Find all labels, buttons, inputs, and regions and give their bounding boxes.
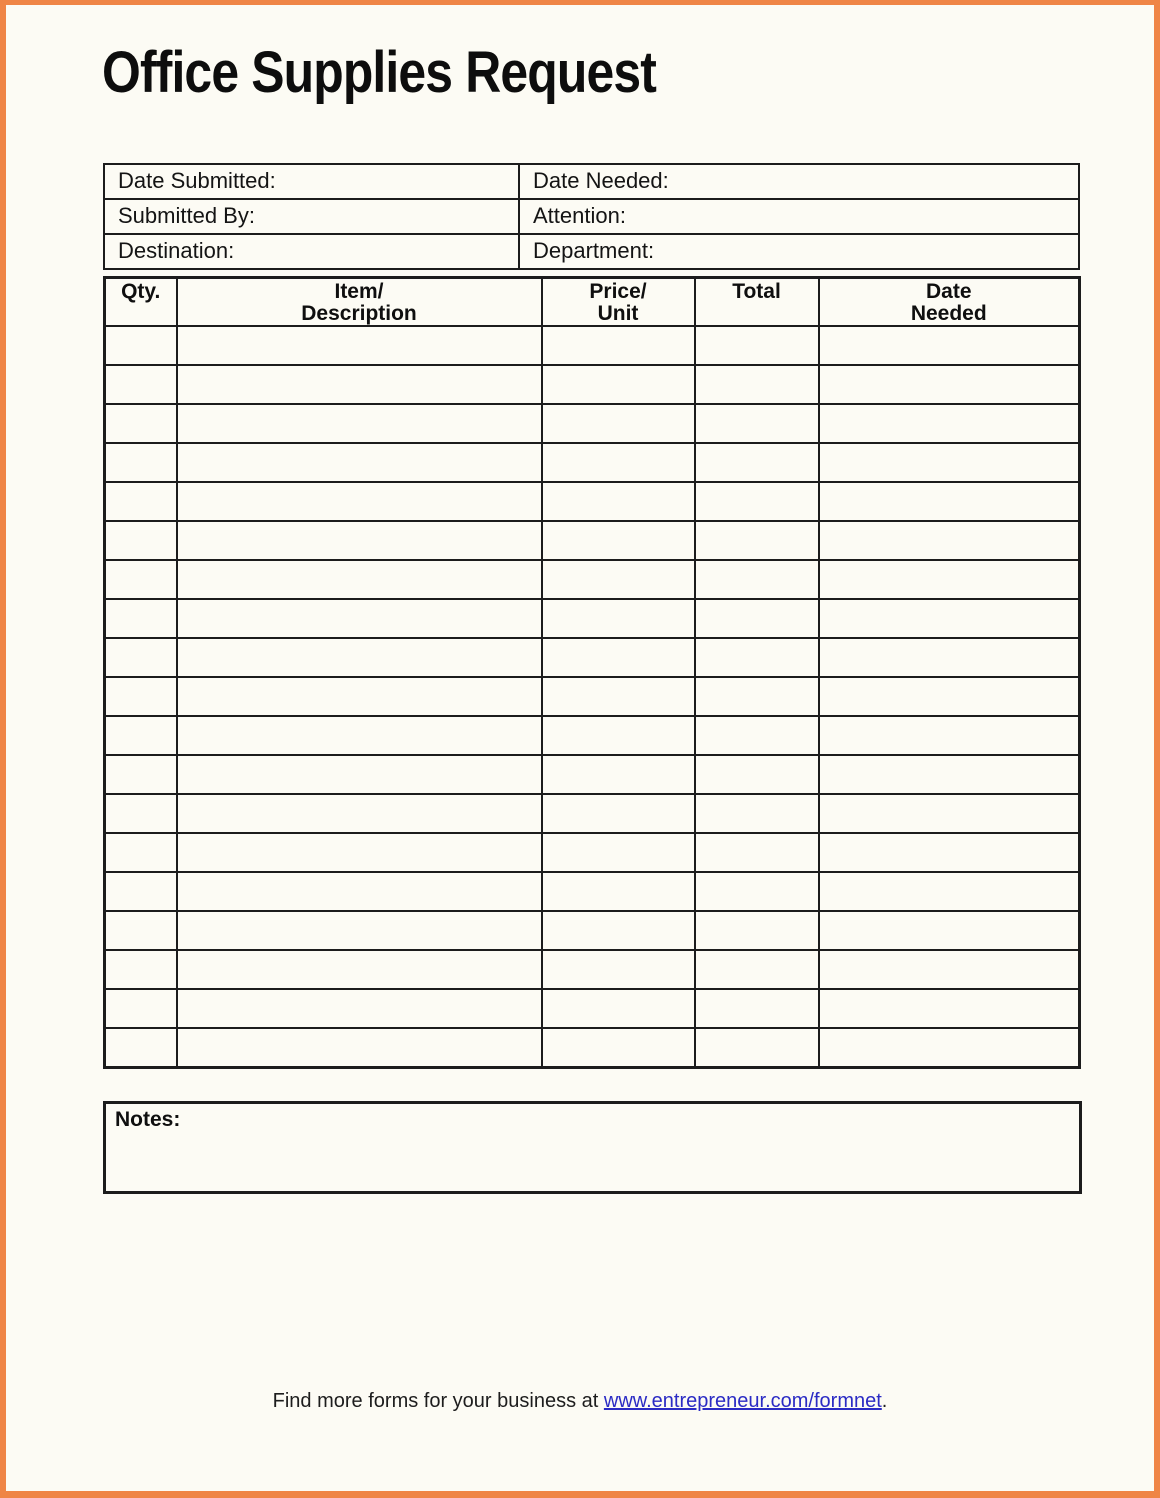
item-total-cell bbox=[695, 872, 819, 911]
item-qty-cell bbox=[105, 677, 177, 716]
request-info-table bbox=[103, 163, 1080, 270]
item-description-cell bbox=[177, 443, 542, 482]
field-date-submitted: Date Submitted: bbox=[104, 164, 519, 199]
item-total-cell bbox=[695, 443, 819, 482]
items-header-row bbox=[105, 278, 1080, 327]
notes-box bbox=[103, 1101, 1082, 1194]
item-date-needed-cell bbox=[819, 638, 1080, 677]
item-row bbox=[105, 1028, 1080, 1067]
info-row bbox=[104, 199, 1079, 234]
item-date-needed-cell bbox=[819, 404, 1080, 443]
item-total-cell bbox=[695, 833, 819, 872]
footer-prefix: Find more forms for your business at bbox=[272, 1390, 604, 1412]
col-header-item-description: Item/ Description bbox=[177, 278, 542, 327]
item-price-cell bbox=[542, 404, 695, 443]
item-date-needed-cell bbox=[819, 599, 1080, 638]
col-header-price-unit: Price/ Unit bbox=[542, 278, 695, 327]
item-date-needed-cell bbox=[819, 755, 1080, 794]
item-total-cell bbox=[695, 638, 819, 677]
item-row bbox=[105, 833, 1080, 872]
item-qty-cell bbox=[105, 326, 177, 365]
formnet-link[interactable]: www.entrepreneur.com/formnet bbox=[603, 1390, 882, 1412]
item-row bbox=[105, 326, 1080, 365]
item-description-cell bbox=[177, 872, 542, 911]
item-qty-cell bbox=[105, 1028, 177, 1067]
item-date-needed-cell bbox=[819, 872, 1080, 911]
page-title: Office Supplies Request bbox=[102, 40, 656, 105]
item-date-needed-cell bbox=[819, 560, 1080, 599]
item-date-needed-cell bbox=[819, 443, 1080, 482]
item-date-needed-cell bbox=[819, 716, 1080, 755]
item-row bbox=[105, 677, 1080, 716]
item-row bbox=[105, 521, 1080, 560]
item-price-cell bbox=[542, 833, 695, 872]
item-total-cell bbox=[695, 1028, 819, 1067]
item-description-cell bbox=[177, 638, 542, 677]
item-price-cell bbox=[542, 989, 695, 1028]
item-qty-cell bbox=[105, 599, 177, 638]
item-price-cell bbox=[542, 599, 695, 638]
footer-text bbox=[6, 1390, 1154, 1413]
item-price-cell bbox=[542, 677, 695, 716]
item-row bbox=[105, 638, 1080, 677]
item-total-cell bbox=[695, 560, 819, 599]
item-qty-cell bbox=[105, 404, 177, 443]
item-row bbox=[105, 794, 1080, 833]
item-qty-cell bbox=[105, 872, 177, 911]
info-row bbox=[104, 234, 1079, 269]
item-date-needed-cell bbox=[819, 911, 1080, 950]
item-date-needed-cell bbox=[819, 833, 1080, 872]
item-total-cell bbox=[695, 989, 819, 1028]
item-price-cell bbox=[542, 794, 695, 833]
field-submitted-by: Submitted By: bbox=[104, 199, 519, 234]
item-price-cell bbox=[542, 872, 695, 911]
item-description-cell bbox=[177, 794, 542, 833]
item-price-cell bbox=[542, 1028, 695, 1067]
info-row bbox=[104, 164, 1079, 199]
item-description-cell bbox=[177, 833, 542, 872]
footer-suffix: . bbox=[881, 1390, 888, 1412]
item-row bbox=[105, 482, 1080, 521]
item-date-needed-cell bbox=[819, 677, 1080, 716]
item-total-cell bbox=[695, 482, 819, 521]
item-row bbox=[105, 911, 1080, 950]
item-qty-cell bbox=[105, 716, 177, 755]
item-qty-cell bbox=[105, 950, 177, 989]
item-qty-cell bbox=[105, 638, 177, 677]
field-department: Department: bbox=[519, 234, 1079, 269]
item-row bbox=[105, 755, 1080, 794]
item-description-cell bbox=[177, 716, 542, 755]
item-row bbox=[105, 599, 1080, 638]
item-date-needed-cell bbox=[819, 950, 1080, 989]
item-date-needed-cell bbox=[819, 989, 1080, 1028]
item-qty-cell bbox=[105, 911, 177, 950]
item-price-cell bbox=[542, 950, 695, 989]
item-price-cell bbox=[542, 716, 695, 755]
item-description-cell bbox=[177, 482, 542, 521]
item-description-cell bbox=[177, 1028, 542, 1067]
items-table-body bbox=[105, 326, 1080, 1067]
item-row bbox=[105, 404, 1080, 443]
item-price-cell bbox=[542, 560, 695, 599]
item-total-cell bbox=[695, 521, 819, 560]
item-description-cell bbox=[177, 911, 542, 950]
field-destination: Destination: bbox=[104, 234, 519, 269]
item-row bbox=[105, 716, 1080, 755]
item-qty-cell bbox=[105, 833, 177, 872]
item-row bbox=[105, 950, 1080, 989]
item-price-cell bbox=[542, 482, 695, 521]
item-description-cell bbox=[177, 950, 542, 989]
item-total-cell bbox=[695, 716, 819, 755]
field-attention: Attention: bbox=[519, 199, 1079, 234]
item-price-cell bbox=[542, 755, 695, 794]
item-date-needed-cell bbox=[819, 521, 1080, 560]
item-description-cell bbox=[177, 989, 542, 1028]
item-price-cell bbox=[542, 638, 695, 677]
item-total-cell bbox=[695, 326, 819, 365]
item-row bbox=[105, 560, 1080, 599]
item-total-cell bbox=[695, 911, 819, 950]
item-qty-cell bbox=[105, 755, 177, 794]
item-date-needed-cell bbox=[819, 482, 1080, 521]
notes-label: Notes: bbox=[115, 1108, 181, 1131]
item-description-cell bbox=[177, 560, 542, 599]
item-price-cell bbox=[542, 521, 695, 560]
items-table bbox=[103, 276, 1081, 1069]
item-price-cell bbox=[542, 911, 695, 950]
item-row bbox=[105, 872, 1080, 911]
item-total-cell bbox=[695, 365, 819, 404]
item-qty-cell bbox=[105, 482, 177, 521]
item-qty-cell bbox=[105, 794, 177, 833]
item-description-cell bbox=[177, 599, 542, 638]
item-qty-cell bbox=[105, 989, 177, 1028]
item-description-cell bbox=[177, 404, 542, 443]
item-date-needed-cell bbox=[819, 794, 1080, 833]
item-price-cell bbox=[542, 326, 695, 365]
item-description-cell bbox=[177, 677, 542, 716]
item-total-cell bbox=[695, 755, 819, 794]
col-header-total: Total bbox=[695, 278, 819, 327]
item-total-cell bbox=[695, 794, 819, 833]
item-row bbox=[105, 443, 1080, 482]
item-total-cell bbox=[695, 950, 819, 989]
item-row bbox=[105, 989, 1080, 1028]
item-description-cell bbox=[177, 755, 542, 794]
item-qty-cell bbox=[105, 443, 177, 482]
col-header-date-needed: Date Needed bbox=[819, 278, 1080, 327]
item-description-cell bbox=[177, 365, 542, 404]
item-qty-cell bbox=[105, 521, 177, 560]
item-price-cell bbox=[542, 443, 695, 482]
item-price-cell bbox=[542, 365, 695, 404]
item-qty-cell bbox=[105, 560, 177, 599]
item-row bbox=[105, 365, 1080, 404]
item-total-cell bbox=[695, 677, 819, 716]
col-header-qty bbox=[105, 278, 177, 327]
field-date-needed: Date Needed: bbox=[519, 164, 1079, 199]
item-date-needed-cell bbox=[819, 1028, 1080, 1067]
item-description-cell bbox=[177, 521, 542, 560]
item-date-needed-cell bbox=[819, 326, 1080, 365]
col-header-qty-label: Qty. bbox=[121, 280, 161, 303]
item-date-needed-cell bbox=[819, 365, 1080, 404]
item-description-cell bbox=[177, 326, 542, 365]
item-total-cell bbox=[695, 599, 819, 638]
item-total-cell bbox=[695, 404, 819, 443]
item-qty-cell bbox=[105, 365, 177, 404]
